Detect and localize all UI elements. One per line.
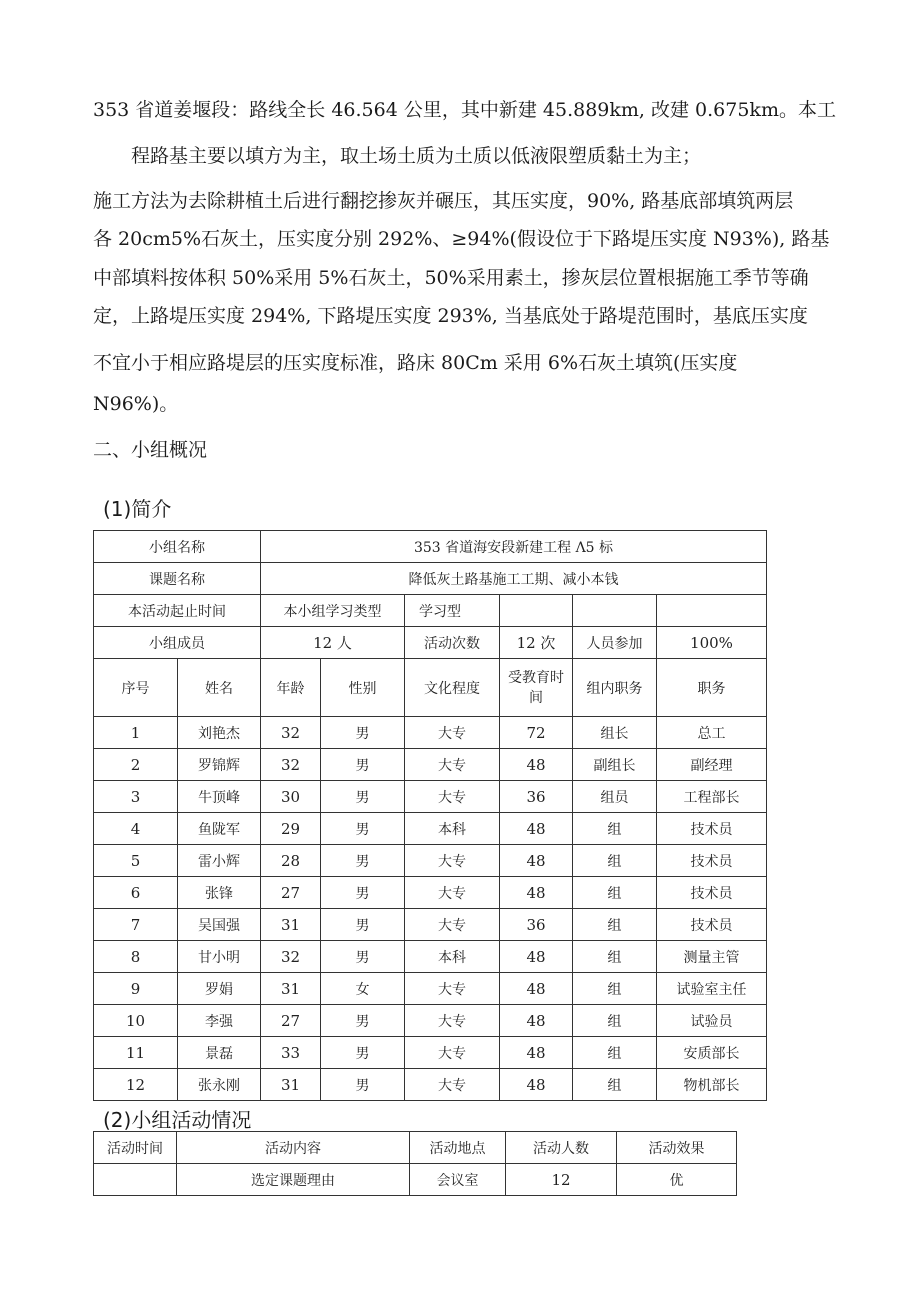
- members-label: 小组成员: [94, 627, 261, 659]
- table-cell: 本科: [405, 813, 500, 845]
- table-cell: 副组长: [573, 749, 657, 781]
- table-row: [94, 1005, 767, 1037]
- table-cell: 组: [573, 877, 657, 909]
- table-cell: 7: [94, 909, 178, 941]
- table-cell: 6: [94, 877, 178, 909]
- members-value: 12 人: [261, 627, 405, 659]
- activity-heading: (2)小组活动情况: [103, 1108, 252, 1132]
- column-header: 组内职务: [573, 659, 657, 717]
- table-cell: 72: [500, 717, 573, 749]
- table-cell: 男: [321, 1069, 405, 1101]
- table-cell: 景磊: [178, 1037, 261, 1069]
- table-cell: 大专: [405, 1005, 500, 1037]
- table-cell: 选定课题理由: [177, 1164, 410, 1196]
- table-cell: 36: [500, 781, 573, 813]
- table-cell: 罗锦辉: [178, 749, 261, 781]
- table-cell: 27: [261, 877, 321, 909]
- table-cell: 本科: [405, 941, 500, 973]
- table-row: [94, 1164, 737, 1196]
- empty-cell: [657, 595, 767, 627]
- table-cell: 试验员: [657, 1005, 767, 1037]
- table-cell: 32: [261, 941, 321, 973]
- column-header: 性别: [321, 659, 405, 717]
- table-row: [94, 563, 767, 595]
- table-cell: 大专: [405, 781, 500, 813]
- table-cell: 32: [261, 749, 321, 781]
- table-cell: 12: [506, 1164, 617, 1196]
- table-cell: 大专: [405, 845, 500, 877]
- table-row: [94, 973, 767, 1005]
- table-cell: 罗娟: [178, 973, 261, 1005]
- table-cell: 10: [94, 1005, 178, 1037]
- table-cell: 技术员: [657, 845, 767, 877]
- paragraph-line: 施工方法为去除耕植土后进行翻挖掺灰并碾压，其压实度，90%, 路基底部填筑两层: [93, 190, 794, 212]
- paragraph-line: 定，上路堤压实度 294%, 下路堤压实度 293%, 当基底处于路堤范围时，基底压实度: [93, 305, 808, 327]
- column-header: 文化程度: [405, 659, 500, 717]
- table-cell: 张永刚: [178, 1069, 261, 1101]
- table-cell: 组: [573, 1005, 657, 1037]
- table-cell: 试验室主任: [657, 973, 767, 1005]
- paragraph-line: 中部填料按体积 50%采用 5%石灰土，50%采用素土，掺灰层位置根据施工季节等确: [93, 267, 809, 289]
- table-cell: 测量主管: [657, 941, 767, 973]
- table-cell: 男: [321, 941, 405, 973]
- table-cell: 大专: [405, 877, 500, 909]
- table-cell: 大专: [405, 1037, 500, 1069]
- table-cell: 33: [261, 1037, 321, 1069]
- table-cell: 大专: [405, 717, 500, 749]
- paragraph-line: 353 省道姜堰段：路线全长 46.564 公里，其中新建 45.889km, 改建 0.675km。本工: [93, 99, 836, 121]
- table-cell: 李强: [178, 1005, 261, 1037]
- table-cell: 技术员: [657, 909, 767, 941]
- table-cell: 男: [321, 813, 405, 845]
- table-cell: 总工: [657, 717, 767, 749]
- table-cell: 张锋: [178, 877, 261, 909]
- table-row: [94, 1037, 767, 1069]
- table-cell: 技术员: [657, 877, 767, 909]
- table-cell: 48: [500, 1005, 573, 1037]
- table-cell: 牛顶峰: [178, 781, 261, 813]
- table-cell: 男: [321, 909, 405, 941]
- table-cell: 大专: [405, 749, 500, 781]
- column-header: 活动效果: [617, 1132, 737, 1164]
- table-cell: 48: [500, 877, 573, 909]
- table-cell: 工程部长: [657, 781, 767, 813]
- table-row: [94, 845, 767, 877]
- table-cell: 优: [617, 1164, 737, 1196]
- table-cell: 男: [321, 717, 405, 749]
- paragraph-line: 不宜小于相应路堤层的压实度标准，路床 80Cm 采用 6%石灰土填筑(压实度: [93, 352, 738, 374]
- table-cell: 8: [94, 941, 178, 973]
- table-row: [94, 749, 767, 781]
- table-cell: 男: [321, 749, 405, 781]
- table-cell: 48: [500, 941, 573, 973]
- activity-count-value: 12 次: [500, 627, 573, 659]
- topic-label: 课题名称: [94, 563, 261, 595]
- paragraph-line: 各 20cm5%石灰土，压实度分别 292%、≥94%(假设位于下路堤压实度 N93%), 路基: [93, 228, 830, 250]
- column-header: 年龄: [261, 659, 321, 717]
- paragraph-line: N96%)。: [93, 393, 179, 415]
- activity-count-label: 活动次数: [405, 627, 500, 659]
- intro-heading: (1)简介: [103, 497, 172, 521]
- table-cell: 刘艳杰: [178, 717, 261, 749]
- topic-value: 降低灰土路基施工工期、减小本钱: [261, 563, 767, 595]
- table-cell: 31: [261, 1069, 321, 1101]
- table-cell: 组: [573, 1069, 657, 1101]
- table-cell: 48: [500, 1069, 573, 1101]
- table-cell: 物机部长: [657, 1069, 767, 1101]
- table-cell: 36: [500, 909, 573, 941]
- team-info-table: [93, 530, 767, 1101]
- table-cell: 组: [573, 909, 657, 941]
- table-row: [94, 627, 767, 659]
- table-row: [94, 717, 767, 749]
- study-type-value: 学习型: [405, 595, 500, 627]
- table-cell: 3: [94, 781, 178, 813]
- column-header: 受教育时间: [500, 659, 573, 717]
- table-cell: 31: [261, 909, 321, 941]
- table-cell: 女: [321, 973, 405, 1005]
- member-header-row: [94, 659, 767, 717]
- paragraph-line: 程路基主要以填方为主，取土场土质为土质以低液限塑质黏土为主；: [131, 145, 702, 167]
- participation-value: 100%: [657, 627, 767, 659]
- table-row: [94, 531, 767, 563]
- table-row: [94, 813, 767, 845]
- participation-label: 人员参加: [573, 627, 657, 659]
- activity-rows: [94, 1164, 737, 1196]
- table-cell: 48: [500, 845, 573, 877]
- table-cell: 副经理: [657, 749, 767, 781]
- period-label: 本活动起止时间: [94, 595, 261, 627]
- table-cell: 组: [573, 845, 657, 877]
- table-cell: 吴国强: [178, 909, 261, 941]
- table-cell: 组: [573, 813, 657, 845]
- column-header: 姓名: [178, 659, 261, 717]
- table-cell: [94, 1164, 177, 1196]
- table-cell: 组: [573, 941, 657, 973]
- table-row: [94, 595, 767, 627]
- table-cell: 48: [500, 1037, 573, 1069]
- table-row: [94, 877, 767, 909]
- table-row: [94, 781, 767, 813]
- table-cell: 大专: [405, 909, 500, 941]
- table-cell: 组: [573, 973, 657, 1005]
- section-heading: 二、小组概况: [93, 439, 208, 461]
- table-cell: 48: [500, 813, 573, 845]
- table-cell: 31: [261, 973, 321, 1005]
- table-cell: 组员: [573, 781, 657, 813]
- table-cell: 48: [500, 749, 573, 781]
- column-header: 活动时间: [94, 1132, 177, 1164]
- member-rows: [94, 717, 767, 1101]
- activity-header-row: [94, 1132, 737, 1164]
- table-cell: 大专: [405, 1069, 500, 1101]
- table-cell: 雷小辉: [178, 845, 261, 877]
- table-cell: 甘小明: [178, 941, 261, 973]
- table-cell: 组长: [573, 717, 657, 749]
- column-header: 活动内容: [177, 1132, 410, 1164]
- table-cell: 27: [261, 1005, 321, 1037]
- table-row: [94, 909, 767, 941]
- table-cell: 5: [94, 845, 178, 877]
- table-cell: 男: [321, 877, 405, 909]
- table-cell: 12: [94, 1069, 178, 1101]
- table-cell: 男: [321, 1037, 405, 1069]
- table-cell: 会议室: [410, 1164, 506, 1196]
- group-name-label: 小组名称: [94, 531, 261, 563]
- empty-cell: [500, 595, 573, 627]
- table-cell: 安质部长: [657, 1037, 767, 1069]
- table-cell: 男: [321, 781, 405, 813]
- table-cell: 组: [573, 1037, 657, 1069]
- table-row: [94, 1069, 767, 1101]
- table-cell: 2: [94, 749, 178, 781]
- column-header: 序号: [94, 659, 178, 717]
- table-cell: 28: [261, 845, 321, 877]
- study-type-label: 本小组学习类型: [261, 595, 405, 627]
- table-cell: 9: [94, 973, 178, 1005]
- table-cell: 30: [261, 781, 321, 813]
- column-header: 职务: [657, 659, 767, 717]
- column-header: 活动地点: [410, 1132, 506, 1164]
- table-cell: 1: [94, 717, 178, 749]
- activity-table: [93, 1131, 737, 1196]
- table-cell: 男: [321, 1005, 405, 1037]
- table-cell: 4: [94, 813, 178, 845]
- column-header: 活动人数: [506, 1132, 617, 1164]
- table-cell: 11: [94, 1037, 178, 1069]
- table-cell: 鱼陇军: [178, 813, 261, 845]
- table-cell: 大专: [405, 973, 500, 1005]
- table-cell: 32: [261, 717, 321, 749]
- table-cell: 技术员: [657, 813, 767, 845]
- table-cell: 48: [500, 973, 573, 1005]
- table-row: [94, 941, 767, 973]
- empty-cell: [573, 595, 657, 627]
- table-cell: 男: [321, 845, 405, 877]
- table-cell: 29: [261, 813, 321, 845]
- group-name-value: 353 省道海安段新建工程 Λ5 标: [261, 531, 767, 563]
